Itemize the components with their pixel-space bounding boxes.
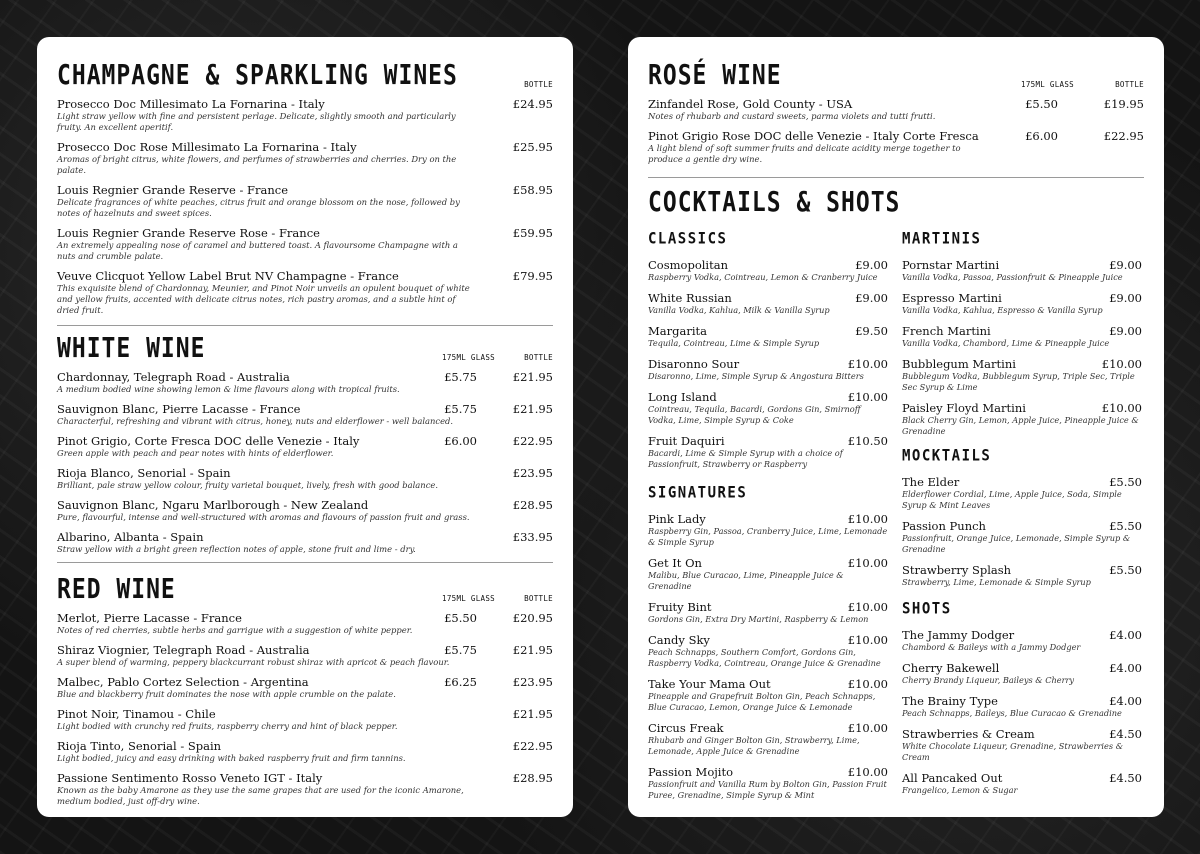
glass-price: £5.75 [444,370,477,384]
menu-item [57,269,553,316]
item-price: £10.00 [847,633,888,647]
section-title: COCKTAILS & SHOTS [648,187,901,218]
item-description: Vanilla Vodka, Passoa, Passionfruit & Pineapple Juice [902,272,1123,282]
menu-item [648,633,888,669]
item-description: Cointreau, Tequila, Bacardi, Gordons Gin, Smirnoff Vodka, Lime, Simple Syrup & Coke [648,404,861,425]
item-description: Delicate fragrances of white peaches, citrus fruit and orange blossom on the nose, followed by notes of hazelnuts and sweet spices. [57,197,460,218]
item-description: Blue and blackberry fruit dominates the nose with apple crumble on the palate. [57,689,396,699]
menu-item [57,402,553,427]
item-description: Bubblegum Vodka, Bubblegum Syrup, Triple Sec, Triple Sec Syrup & Lime [902,371,1135,392]
item-price: £4.00 [1109,628,1142,642]
item-price: £5.50 [1109,563,1142,577]
rose-wine-section [648,37,1144,165]
item-name: Prosecco Doc Rose Millesimato La Fornarina - Italy [57,140,357,154]
item-name: Albarino, Albanta - Spain [57,530,204,544]
bottle-price: £22.95 [1103,129,1144,143]
item-description: Black Cherry Gin, Lemon, Apple Juice, Pineapple Juice & Grenadine [902,415,1139,436]
menu-item [648,324,888,349]
champagne-section [57,37,553,316]
item-price: £4.50 [1109,727,1142,741]
item-description: Known as the baby Amarone as they use the same grapes that are used for the iconic Amarone, medium bodied, just off-dry wine. [57,785,464,806]
menu-item [902,727,1142,763]
item-description: Disaronno, Lime, Simple Syrup & Angostura Bitters [648,371,864,381]
item-name: Rioja Blanco, Senorial - Spain [57,466,231,480]
bottle-price: £21.95 [512,643,553,657]
item-description: A medium bodied wine showing lemon & lime flavours along with tropical fruits. [57,384,400,394]
item-description: Straw yellow with a bright green reflection notes of apple, stone fruit and lime - dry. [57,544,416,554]
item-name: Pornstar Martini [902,258,1000,272]
item-name: Pinot Noir, Tinamou - Chile [57,707,216,721]
glass-column-label: 175ML GLASS [442,594,495,603]
item-name: Merlot, Pierre Lacasse - France [57,611,242,625]
item-description: Light bodied with crunchy red fruits, raspberry cherry and hint of black pepper. [57,721,398,731]
item-name: Fruit Daquiri [648,434,725,448]
menu-item [902,324,1142,349]
item-name: Sauvignon Blanc, Pierre Lacasse - France [57,402,301,416]
item-name: Pinot Grigio, Corte Fresca DOC delle Venezie - Italy [57,434,360,448]
bottle-price: £59.95 [512,226,553,240]
glass-price: £6.25 [444,675,477,689]
item-name: Chardonnay, Telegraph Road - Australia [57,370,290,384]
menu-item [57,530,553,555]
item-name: Passion Punch [902,519,986,533]
item-name: Pinot Grigio Rose DOC delle Venezie - Italy Corte Fresca [648,129,979,143]
shots-list [902,628,1142,796]
bottle-price: £20.95 [512,611,553,625]
item-name: Bubblegum Martini [902,357,1016,371]
glass-price: £6.00 [444,434,477,448]
item-name: Passione Sentimento Rosso Veneto IGT - Italy [57,771,323,785]
rose-wine-list [648,97,1144,165]
item-name: Malbec, Pablo Cortez Selection - Argentina [57,675,309,689]
red-wine-section [57,563,553,807]
glass-price: £6.00 [1025,129,1058,143]
item-description: Light straw yellow with fine and persistent perlage. Delicate, slightly smooth and particularly fruity. An excellent aperitif. [57,111,456,132]
item-price: £9.00 [1109,258,1142,272]
red-wine-list [57,611,553,807]
item-description: Tequila, Cointreau, Lime & Simple Syrup [648,338,820,348]
rose-wine-header [648,57,1144,97]
bottle-price: £22.95 [512,739,553,753]
item-name: Shiraz Viognier, Telegraph Road - Australia [57,643,310,657]
item-name: Get It On [648,556,702,570]
menu-item [648,556,888,592]
bottle-price: £24.95 [512,97,553,111]
menu-item [648,765,888,801]
item-price: £10.00 [847,677,888,691]
item-name: Take Your Mama Out [648,677,771,691]
cocktails-right-column [902,224,1142,804]
bottle-price: £23.95 [512,675,553,689]
mocktails-title: MOCKTAILS [902,446,992,465]
item-description: Light bodied, juicy and easy drinking with baked raspberry fruit and firm tannins. [57,753,406,763]
item-name: White Russian [648,291,732,305]
item-name: Zinfandel Rose, Gold County - USA [648,97,853,111]
item-description: Passionfruit and Vanilla Rum by Bolton Gin, Passion Fruit Puree, Grenadine, Simple Syrup & Mint [648,779,887,800]
menu-item [902,694,1142,719]
item-price: £9.00 [855,291,888,305]
glass-column-label: 175ML GLASS [442,353,495,362]
bottle-price: £21.95 [512,402,553,416]
glass-price: £5.50 [444,611,477,625]
menu-item [902,258,1142,283]
bottle-column-label: BOTTLE [524,80,553,89]
item-price: £10.00 [847,600,888,614]
champagne-header [57,57,553,97]
item-description: A light blend of soft summer fruits and delicate acidity merge together to produce a gentle dry wine. [648,143,961,164]
menu-item [57,183,553,219]
item-name: Strawberry Splash [902,563,1012,577]
bottle-column-label: BOTTLE [524,353,553,362]
section-title: CHAMPAGNE & SPARKLING WINES [57,60,458,91]
menu-page-wines [37,37,573,817]
item-price: £10.00 [847,721,888,735]
menu-item [902,401,1142,437]
item-description: A super blend of warming, peppery blackcurrant robust shiraz with apricot & peach flavour. [57,657,450,667]
menu-item [57,226,553,262]
menu-item [648,434,888,470]
section-title: RED WINE [57,574,176,605]
item-price: £10.50 [847,434,888,448]
item-description: Passionfruit, Orange Juice, Lemonade, Simple Syrup & Grenadine [902,533,1131,554]
white-wine-section [57,326,553,555]
cocktails-section [648,178,1144,800]
menu-item [57,643,553,668]
menu-item [648,129,1144,165]
menu-item [57,140,553,176]
item-name: Passion Mojito [648,765,734,779]
item-price: £10.00 [847,512,888,526]
white-wine-list [57,370,553,555]
item-description: Peach Schnapps, Southern Comfort, Gordons Gin, Raspberry Vodka, Cointreau, Orange Juice & Grenadine [648,647,881,668]
menu-item [57,498,553,523]
item-name: The Elder [902,475,960,489]
cocktail-columns [648,224,1144,800]
bottle-price: £28.95 [512,498,553,512]
menu-item [57,675,553,700]
item-name: Pink Lady [648,512,706,526]
item-price: £10.00 [847,556,888,570]
bottle-price: £22.95 [512,434,553,448]
menu-item [648,97,1144,122]
cocktails-left-column [648,224,888,809]
item-description: Notes of rhubarb and custard sweets, parma violets and tutti frutti. [648,111,936,121]
menu-item [648,258,888,283]
menu-page-rose-cocktails [628,37,1164,817]
item-description: Pure, flavourful, intense and well-structured with aromas and flavours of passion fruit and grass. [57,512,470,522]
item-description: Frangelico, Lemon & Sugar [902,785,1018,795]
item-name: Margarita [648,324,707,338]
item-description: An extremely appealing nose of caramel and buttered toast. A flavoursome Champagne with a nuts and crumble palate. [57,240,458,261]
item-name: Circus Freak [648,721,724,735]
bottle-price: £33.95 [512,530,553,544]
item-price: £10.00 [1101,357,1142,371]
item-name: Prosecco Doc Millesimato La Fornarina - Italy [57,97,325,111]
menu-item [648,512,888,548]
signatures-title: SIGNATURES [648,483,748,502]
item-description: Bacardi, Lime & Simple Syrup with a choice of Passionfruit, Strawberry or Raspberry [648,448,843,469]
item-price: £10.00 [847,765,888,779]
item-description: Rhubarb and Ginger Bolton Gin, Strawberry, Lime, Lemonade, Apple Juice & Grenadine [648,735,860,756]
shots-title: SHOTS [902,599,952,618]
menu-item [57,466,553,491]
menu-item [648,357,888,382]
bottle-price: £23.95 [512,466,553,480]
item-description: Notes of red cherries, subtle herbs and garrigue with a suggestion of white pepper. [57,625,413,635]
item-description: Green apple with peach and pear notes with hints of elderflower. [57,448,334,458]
champagne-list [57,97,553,316]
item-name: French Martini [902,324,991,338]
item-name: The Brainy Type [902,694,998,708]
item-name: The Jammy Dodger [902,628,1015,642]
item-description: White Chocolate Liqueur, Grenadine, Strawberries & Cream [902,741,1123,762]
item-description: Raspberry Gin, Passoa, Cranberry Juice, Lime, Lemonade & Simple Syrup [648,526,888,547]
menu-item [902,291,1142,316]
red-wine-header [57,571,553,611]
item-price: £9.00 [855,258,888,272]
item-description: Cherry Brandy Liqueur, Baileys & Cherry [902,675,1075,685]
menu-item [57,771,553,807]
menu-item [57,611,553,636]
cocktails-header [648,186,1144,224]
item-price: £4.00 [1109,661,1142,675]
signatures-list [648,512,888,801]
item-price: £10.00 [1101,401,1142,415]
item-name: Strawberries & Cream [902,727,1035,741]
item-name: Sauvignon Blanc, Ngaru Marlborough - New Zealand [57,498,369,512]
menu-item [648,600,888,625]
mocktails-list [902,475,1142,588]
bottle-column-label: BOTTLE [1115,80,1144,89]
item-description: Strawberry, Lime, Lemonade & Simple Syrup [902,577,1091,587]
item-name: Veuve Clicquot Yellow Label Brut NV Champagne - France [57,269,399,283]
menu-item [57,370,553,395]
item-description: Vanilla Vodka, Kahlua, Milk & Vanilla Syrup [648,305,830,315]
glass-price: £5.75 [444,402,477,416]
classics-title: CLASSICS [648,229,728,248]
bottle-price: £21.95 [512,707,553,721]
menu-item [648,291,888,316]
item-name: Candy Sky [648,633,710,647]
menu-item [57,97,553,133]
bottle-column-label: BOTTLE [524,594,553,603]
glass-price: £5.50 [1025,97,1058,111]
section-title: ROSÉ WINE [648,60,782,91]
item-description: Vanilla Vodka, Kahlua, Espresso & Vanilla Syrup [902,305,1103,315]
item-name: Louis Regnier Grande Reserve - France [57,183,288,197]
menu-item [902,628,1142,653]
menu-item [902,771,1142,796]
item-description: Gordons Gin, Extra Dry Martini, Raspberry & Lemon [648,614,869,624]
menu-item [648,721,888,757]
item-price: £9.00 [1109,291,1142,305]
item-name: Disaronno Sour [648,357,740,371]
white-wine-header [57,330,553,370]
item-description: Chambord & Baileys with a Jammy Dodger [902,642,1081,652]
item-price: £10.00 [847,390,888,404]
section-title: WHITE WINE [57,333,206,364]
item-name: Long Island [648,390,717,404]
item-name: Paisley Floyd Martini [902,401,1026,415]
bottle-price: £79.95 [512,269,553,283]
item-description: Peach Schnapps, Baileys, Blue Curacao & Grenadine [902,708,1122,718]
item-description: Vanilla Vodka, Chambord, Lime & Pineapple Juice [902,338,1110,348]
item-price: £5.50 [1109,519,1142,533]
menu-item [57,707,553,732]
bottle-price: £19.95 [1103,97,1144,111]
item-price: £4.00 [1109,694,1142,708]
item-description: Aromas of bright citrus, white flowers, and perfumes of strawberries and cherries. Dry on the palate. [57,154,457,175]
item-description: Malibu, Blue Curacao, Lime, Pineapple Juice & Grenadine [648,570,844,591]
item-description: This exquisite blend of Chardonnay, Meunier, and Pinot Noir unveils an opulent bouquet of white and yellow fruits, accented with delicate citrus notes, rich pastry aromas, and a subtle hint of dried fruit. [57,283,470,315]
item-price: £9.50 [855,324,888,338]
menu-item [57,739,553,764]
item-price: £9.00 [1109,324,1142,338]
item-name: All Pancaked Out [902,771,1003,785]
bottle-price: £28.95 [512,771,553,785]
item-description: Raspberry Vodka, Cointreau, Lemon & Cranberry Juice [648,272,878,282]
item-price: £4.50 [1109,771,1142,785]
item-name: Cherry Bakewell [902,661,1000,675]
menu-item [902,475,1142,511]
menu-item [902,357,1142,393]
item-name: Rioja Tinto, Senorial - Spain [57,739,222,753]
menu-item [902,519,1142,555]
item-description: Brilliant, pale straw yellow colour, fruity varietal bouquet, lively, fresh with good balance. [57,480,439,490]
menu-item [902,661,1142,686]
menu-item [648,390,888,426]
bottle-price: £21.95 [512,370,553,384]
bottle-price: £25.95 [512,140,553,154]
item-price: £10.00 [847,357,888,371]
menu-item [648,677,888,713]
item-price: £5.50 [1109,475,1142,489]
item-name: Louis Regnier Grande Reserve Rose - France [57,226,320,240]
classics-list [648,258,888,470]
item-description: Characterful, refreshing and vibrant with citrus, honey, nuts and elderflower - well balanced. [57,416,454,426]
item-name: Espresso Martini [902,291,1002,305]
item-description: Elderflower Cordial, Lime, Apple Juice, Soda, Simple Syrup & Mint Leaves [902,489,1122,510]
item-name: Cosmopolitan [648,258,728,272]
bottle-price: £58.95 [512,183,553,197]
item-description: Pineapple and Grapefruit Bolton Gin, Peach Schnapps, Blue Curacao, Lemon, Orange Juice & Lemonade [648,691,876,712]
martinis-list [902,258,1142,437]
martinis-title: MARTINIS [902,229,982,248]
menu-item [902,563,1142,588]
menu-item [57,434,553,459]
glass-price: £5.75 [444,643,477,657]
item-name: Fruity Bint [648,600,712,614]
glass-column-label: 175ML GLASS [1021,80,1074,89]
